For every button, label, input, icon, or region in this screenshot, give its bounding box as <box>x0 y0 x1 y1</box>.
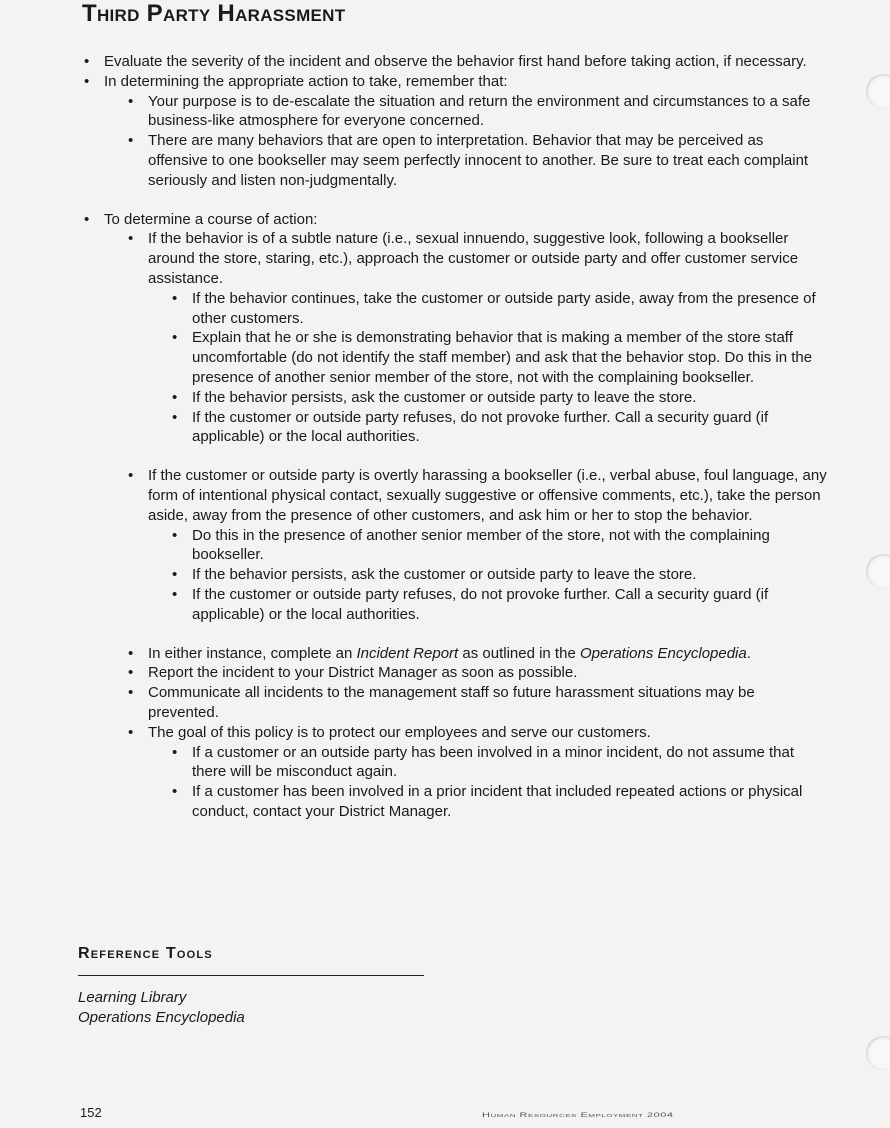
list-item <box>82 210 827 822</box>
policy-content <box>82 52 827 822</box>
sub-list-item-text: The goal of this policy is to protect our employees and serve our customers. <box>148 723 651 741</box>
sub-sub-list-item: • If the customer or outside party refuses, do not provoke further. Call a security guard (if applicable) or the local authorities. <box>170 585 827 625</box>
sub-sub-list-item: • If the customer or outside party refuses, do not provoke further. Call a security guard (if applicable) or the local authorities. <box>170 408 827 448</box>
sub-sub-list-item: • Explain that he or she is demonstrating behavior that is making a member of the store staff uncomfortable (do not identify the staff member) and ask that the behavior stop. Do this in the presence of another senior member of the store, not with the complaining bookseller. <box>170 328 827 387</box>
sub-sub-list-item: • Do this in the presence of another senior member of the store, not with the complaining bookseller. <box>170 526 827 566</box>
sub-list-item-text: If the behavior is of a subtle nature (i.e., sexual innuendo, suggestive look, following a bookseller around the store, staring, etc.), approach the customer or outside party and offer customer service assistance. <box>148 230 799 287</box>
binder-hole <box>866 1036 890 1070</box>
sub-sub-list-item: • If the behavior persists, ask the customer or outside party to leave the store. <box>170 388 827 408</box>
sub-list-item <box>126 723 827 822</box>
sub-list-item <box>126 229 827 447</box>
bullet-list <box>82 52 827 822</box>
sub-list-item: • Report the incident to your District Manager as soon as possible. <box>126 663 827 683</box>
list-item-text: To determine a course of action: <box>104 210 318 228</box>
sub-sub-list-item: • If the behavior persists, ask the customer or outside party to leave the store. <box>170 565 827 585</box>
reference-item: Learning Library <box>78 989 187 1006</box>
binder-hole <box>866 554 890 588</box>
sub-list-item: • Your purpose is to de-escalate the situation and return the environment and circumstances to a safe business-like atmosphere for everyone concerned. <box>126 92 827 132</box>
sub-list-item: • There are many behaviors that are open to interpretation. Behavior that may be perceived as offensive to one bookseller may seem perfectly innocent to another. Be sure to treat each complaint seriously and listen non-judgmentally. <box>126 131 827 190</box>
sub-sub-list <box>170 289 827 447</box>
operations-encyclopedia-reference: Operations Encyclopedia <box>579 644 747 662</box>
binder-hole <box>866 74 890 108</box>
sub-sub-list <box>170 526 827 625</box>
reference-item: Operations Encyclopedia <box>78 1008 245 1026</box>
footer-text: Human Resources Employment 2004 <box>482 1112 674 1119</box>
sub-list-item <box>126 644 827 664</box>
text-segment: In either instance, complete an <box>148 644 357 662</box>
reference-tools-heading: Reference Tools <box>78 945 213 962</box>
page-title: Third Party Harassment <box>82 0 346 27</box>
text-segment: . <box>746 644 751 662</box>
incident-report-reference: Incident Report <box>356 644 459 662</box>
sub-sub-list-item: • If the behavior continues, take the customer or outside party aside, away from the presence of other customers. <box>170 289 827 329</box>
sub-list <box>126 92 827 191</box>
list-item-text: In determining the appropriate action to take, remember that: <box>104 72 508 90</box>
reference-tools-list <box>78 988 245 1027</box>
sub-sub-list-item: • If a customer or an outside party has been involved in a minor incident, do not assume that there will be misconduct again. <box>170 743 827 783</box>
text-segment: as outlined in the <box>458 644 580 662</box>
sub-list-item-text: If the customer or outside party is overtly harassing a bookseller (i.e., verbal abuse, foul language, any form of intentional physical contact, sexually suggestive or offensive comments, etc.), take the person aside, away from the presence of other customers, and ask him or her to stop the behavior. <box>148 467 827 524</box>
sub-list-item: • Communicate all incidents to the management staff so future harassment situations may be prevented. <box>126 683 827 723</box>
heading-divider <box>78 975 424 976</box>
list-item <box>82 72 827 191</box>
sub-sub-list <box>170 743 827 822</box>
page-number: 152 <box>80 1105 102 1120</box>
sub-sub-list-item: • If a customer has been involved in a prior incident that included repeated actions or physical conduct, contact your District Manager. <box>170 782 827 822</box>
sub-list-item <box>126 466 827 624</box>
sub-list <box>126 229 827 821</box>
list-item: • Evaluate the severity of the incident and observe the behavior first hand before taking action, if necessary. <box>82 52 827 72</box>
